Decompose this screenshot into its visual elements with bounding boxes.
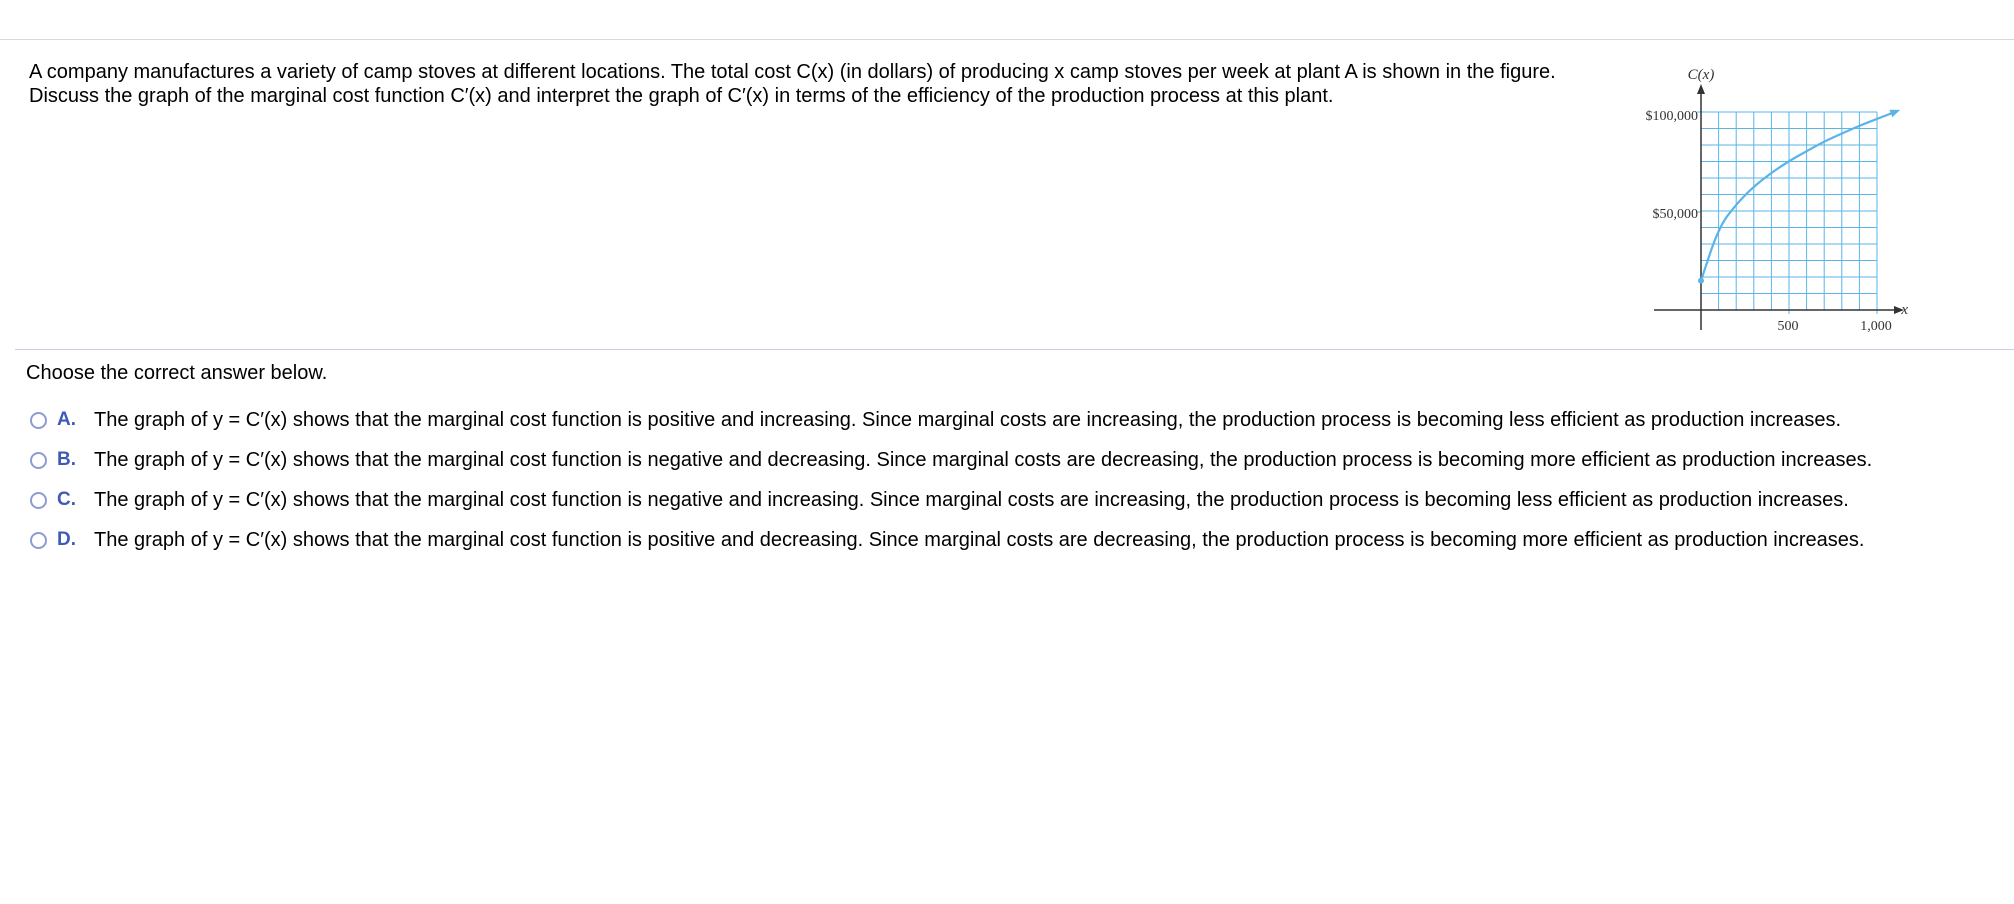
y-tick-label-100000: $100,000 xyxy=(1645,109,1698,124)
question-line-2: Discuss the graph of the marginal cost function C′(x) and interpret the graph of C′(x) in terms of the efficiency of the production process at this plant. xyxy=(29,85,1334,107)
choice-c[interactable] xyxy=(30,480,1872,520)
x-axis-label: x xyxy=(1901,302,1908,318)
x-tick-label-500: 500 xyxy=(1777,319,1799,334)
choice-d-letter: D. xyxy=(57,529,76,550)
curve-start-point xyxy=(1698,278,1704,284)
choice-b[interactable] xyxy=(30,440,1872,480)
choice-c-text: The graph of y = C′(x) shows that the marginal cost function is negative and increasing. Since marginal costs are increasing, the production process is becoming less efficient as production increases. xyxy=(94,488,1849,511)
graph-grid xyxy=(1697,112,1877,314)
section-divider xyxy=(15,349,2014,350)
choice-d-radio[interactable] xyxy=(30,532,47,549)
question-text xyxy=(29,60,1629,108)
y-tick-label-50000: $50,000 xyxy=(1652,207,1698,222)
cost-function-graph xyxy=(1620,56,1910,346)
choice-a[interactable] xyxy=(30,400,1872,440)
answer-choices xyxy=(30,400,1872,560)
choice-b-radio[interactable] xyxy=(30,452,47,469)
choice-a-radio[interactable] xyxy=(30,412,47,429)
choice-d[interactable] xyxy=(30,520,1872,560)
choice-c-radio[interactable] xyxy=(30,492,47,509)
cost-curve xyxy=(1701,112,1895,281)
choice-b-text: The graph of y = C′(x) shows that the marginal cost function is negative and decreasing. Since marginal costs are decreasing, the production process is becoming more efficient as production increases. xyxy=(94,448,1873,471)
choice-c-letter: C. xyxy=(57,489,76,510)
curve-end-arrow xyxy=(1889,110,1900,117)
top-divider xyxy=(0,39,2014,40)
choice-d-text: The graph of y = C′(x) shows that the marginal cost function is positive and decreasing. Since marginal costs are decreasing, the production process is becoming more efficient as production increases. xyxy=(94,528,1865,551)
choice-a-text: The graph of y = C′(x) shows that the marginal cost function is positive and increasing. Since marginal costs are increasing, the production process is becoming less efficient as production increases. xyxy=(94,408,1842,431)
choice-b-letter: B. xyxy=(57,449,76,470)
question-line-1: A company manufactures a variety of camp stoves at different locations. The total cost C(x) (in dollars) of producing x camp stoves per week at plant A is shown in the figure. xyxy=(29,61,1556,83)
answer-prompt: Choose the correct answer below. xyxy=(26,362,328,384)
y-axis-label: C(x) xyxy=(1687,67,1715,83)
choice-a-letter: A. xyxy=(57,409,76,430)
y-axis-arrow xyxy=(1697,84,1705,94)
x-tick-label-1000: 1,000 xyxy=(1860,319,1892,334)
